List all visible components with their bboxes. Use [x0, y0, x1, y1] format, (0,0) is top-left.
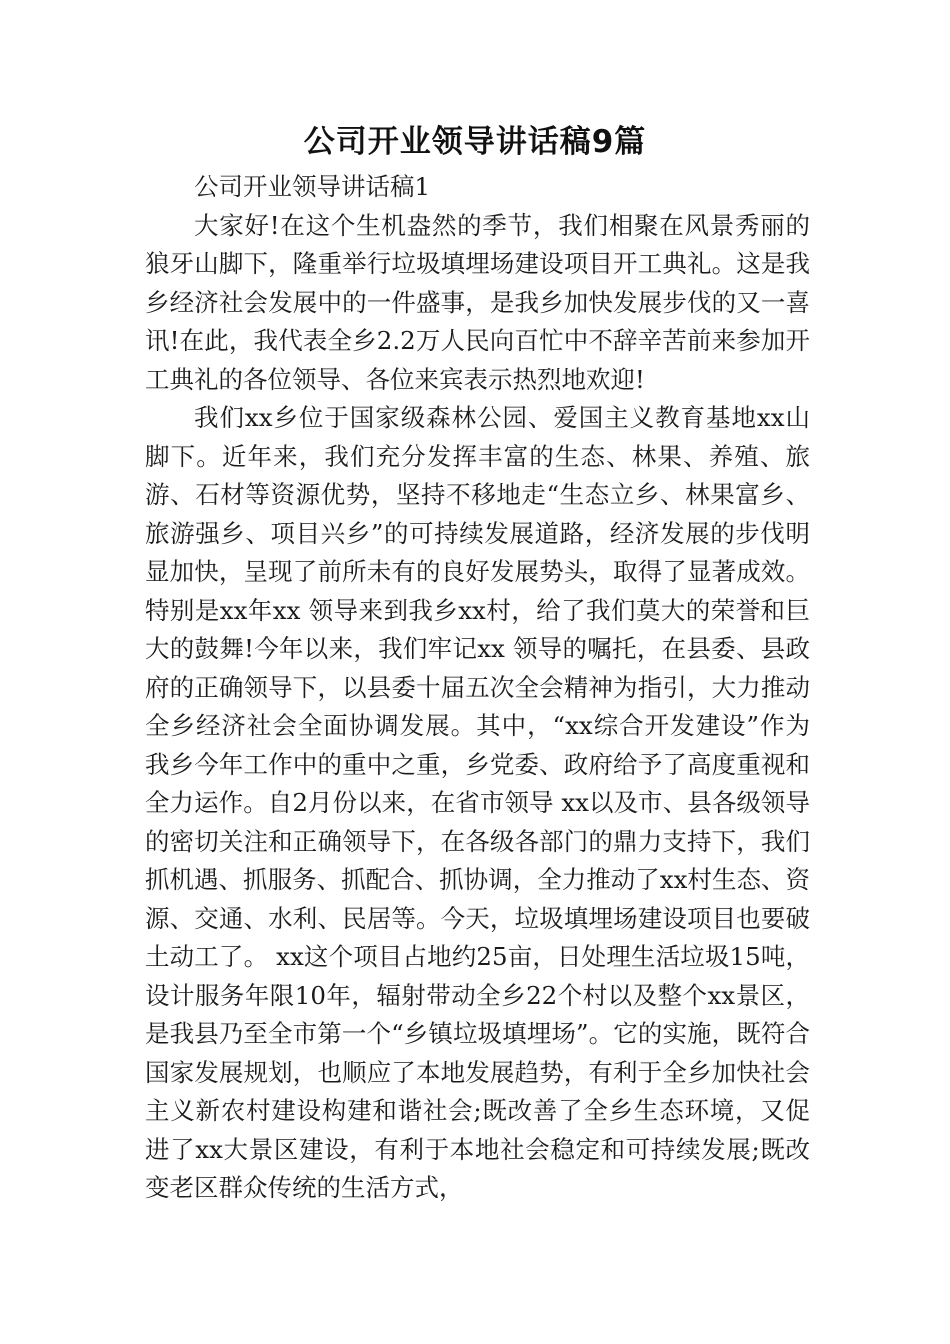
document-title: 公司开业领导讲话稿9篇 — [303, 124, 647, 160]
document-body — [145, 168, 810, 1208]
paragraph-1: 大家好!在这个生机盎然的季节，我们相聚在风景秀丽的狼牙山脚下，隆重举行垃圾填埋场建设项目开工典礼。这是我乡经济社会发展中的一件盛事，是我乡加快发展步伐的又一喜讯!在此，我代表全乡2.2万人民向百忙中不辞辛苦前来参加开工典礼的各位领导、各位来宾表示热烈地欢迎! — [145, 210, 810, 394]
section-heading: 公司开业领导讲话稿1 — [194, 172, 431, 201]
paragraph-2: 我们xx乡位于国家级森林公园、爱国主义教育基地xx山脚下。近年来，我们充分发挥丰富的生态、林果、养殖、旅游、石材等资源优势，坚持不移地走“生态立乡、林果富乡、旅游强乡、项目兴乡”的可持续发展道路，经济发展的步伐明显加快，呈现了前所未有的良好发展势头，取得了显著成效。特别是xx年xx 领导来到我乡xx村，给了我们莫大的荣誉和巨大的鼓舞!今年以来，我们牢记xx 领导的嘱托，在县委、县政府的正确领导下，以县委十届五次全会精神为指引，大力推动全乡经济社会全面协调发展。其中，“xx综合开发建设”作为我乡今年工作中的重中之重，乡党委、政府给予了高度重视和全力运作。自2月份以来，在省市领导 xx以及市、县各级领导的密切关注和正确领导下，在各级各部门的鼎力支持下，我们抓机遇、抓服务、抓配合、抓协调，全力推动了xx村生态、资源、交通、水利、民居等。今天，垃圾填埋场建设项目也要破土动工了。 xx这个项目占地约25亩，日处理生活垃圾15吨，设计服务年限10年，辐射带动全乡22个村以及整个xx景区，是我县乃至全市第一个“乡镇垃圾填埋场”。它的实施，既符合国家发展规划，也顺应了本地发展趋势，有利于全乡加快社会主义新农村建设构建和谐社会;既改善了全乡生态环境，又促进了xx大景区建设，有利于本地社会稳定和可持续发展;既改变老区群众传统的生活方式， — [145, 403, 810, 1202]
